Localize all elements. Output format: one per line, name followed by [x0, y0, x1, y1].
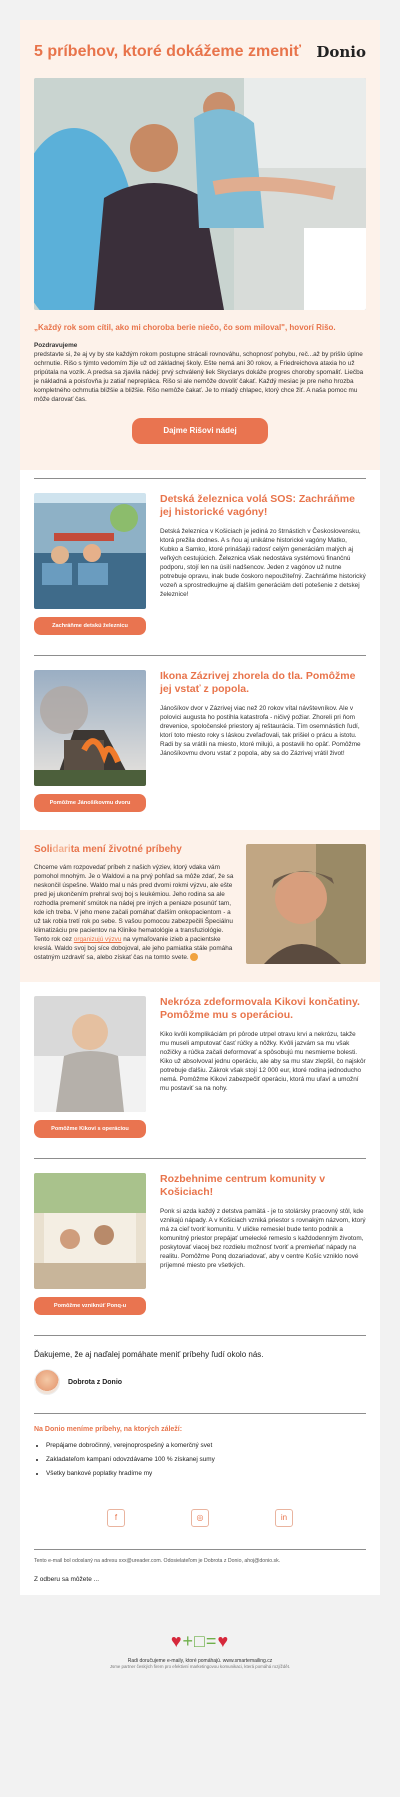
story-photo[interactable] [34, 1173, 146, 1289]
story-text: Jánošíkov dvor v Zázrivej viac než 20 rokov vítal návštevníkov. Ale v polovici augusta ho postihla katastrofa - ničivý požiar. Zhoreli pri ňom drevenice, spoločenské priestory aj reštaurácia. Tím osemnástich ľudí, ktorí toto miesto roky s láskou zveľaďovali, tak prišiel o prácu a istotu. Radi by sa vrátili na miesto, ktoré milujú, a postavili ho opäť. Pomôžme Jánošíkovmu dvoru vstať z popola, aby sa do Zázrivej vrátil život! [160, 705, 361, 757]
benefits-list [34, 1439, 366, 1481]
thanks-text: Ďakujeme, že aj naďalej pomáhate meniť príbehy ľudí okolo nás. [34, 1350, 264, 1359]
stories-section-2 [20, 982, 380, 1595]
signature-name: Dobrota z Donio [68, 1378, 123, 1386]
hero-greeting: Pozdravujeme [34, 342, 78, 349]
heart-icon [190, 953, 198, 961]
email-header [34, 32, 366, 72]
solidarity-text: Chceme vám rozpovedať príbeh z našich výziev, ktorý vdaka vám pomohol mnohým. Je o Waldovi a na prvý pohľad sa môže zdať, že sa neskončil úspešne. Waldo mal u nás pred dvomi rokmi výzvu, ale ešte pred jej ukončením prehral svoj boj s leukémiou. Jeho rodina sa ale rozhodla premeniť smútok na nádej pre iných a peniaze posunúť tam, kde ich treba. V jeho mene začali pomáhať ďalším onkopacientom - a už tak robia tretí rok po sebe. S vašou pomocou zabezpečili Špeciálnu klimatizáciu pre pacientov na Klinike hematológie a transfuziológie. Tento rok cez organizujú výzvu na vymaľovanie izieb a pacientske kreslá. Waldo svoj boj síce dobojoval, ale jeho pamiatka stále pomáha ostatným uzdraviť sa, alebo získať čas na tomto svete. [34, 864, 234, 961]
story-title: Detská železnica volá SOS: Zachráňme jej historické vagóny! [160, 493, 355, 518]
waldo-photo[interactable] [246, 844, 366, 964]
brand-line-1: Radi doručujeme e-maily, ktoré pomáhajú. www.smartemailing.cz [127, 1658, 273, 1664]
instagram-icon[interactable]: ◎ [191, 1509, 209, 1527]
benefit-item: • Všetky bankové poplatky hradíme my [46, 1467, 366, 1481]
benefit-item: • Zakladateľom kampaní odovzdávame 100 % získanej sumy [46, 1453, 366, 1467]
story-title: Nekróza zdeformovala Kikovi končatiny. Pomôžme mu s operáciou. [160, 996, 360, 1021]
story-card [34, 479, 366, 647]
story-photo[interactable] [34, 670, 146, 786]
hero-photo[interactable] [34, 78, 366, 310]
stories-section [20, 478, 380, 824]
story-card [34, 982, 366, 1150]
story-photo[interactable] [34, 493, 146, 609]
story-cta-button[interactable]: Pomôžme Kikovi s operáciou [34, 1120, 146, 1138]
story-text: Ponk si azda každý z detstva pamätá - je to stolársky pracovný stôl, kde vznikajú nápady. A v Košiciach vzniká priestor s rovnakým názvom, ktorý má za cieľ tvoriť komunitu. V uličke remesiel bude tento podnik a komunitný priestor prepájať umelecké remeslo s každodenným životom, poskytovať viacej bez rozdielu možnosť tvoriť a premieňať nápady na realitu. Pomôžme Ponq dozariadovať, aby v centre Košíc vzniklo nové príjemné miesto pre všetkých. [160, 1208, 366, 1269]
smartemailing-footer [0, 1595, 400, 1669]
footer-unsubscribe: Z odberu sa môžete ... [34, 1576, 100, 1583]
brand-line-2: Jsme partner českých firem pro efektivní marketingovou komunikaci, která pomáhá rozjíždět. [109, 1664, 291, 1669]
hero-section [20, 20, 380, 470]
benefit-item: • Prepájame dobročinný, verejnoprospešný a komerčný svet [46, 1439, 366, 1453]
ponq-photo [34, 1173, 146, 1289]
avatar [34, 1369, 60, 1395]
social-links [34, 1481, 366, 1541]
story-title: Ikona Zázrivej zhorela do tla. Pomôžme jej vstať z popola. [160, 670, 356, 695]
organize-link[interactable]: organizujú výzvu [73, 936, 122, 943]
email-container [20, 20, 380, 1595]
story-card [34, 656, 366, 824]
footer-sent-to: Tento e-mail bol odoslaný na adresu xxx@ureader.com. Odosielateľom je Dobrota z Donio, ahoj@donio.sk. [34, 1558, 281, 1564]
unsubscribe-link[interactable]: ... [93, 1576, 100, 1583]
facebook-icon[interactable]: f [107, 1509, 125, 1527]
hero-photo-illustration [34, 78, 366, 310]
smartemailing-logo-icon[interactable]: ♥+□=♥ [170, 1631, 230, 1651]
railway-photo [34, 493, 146, 609]
fire-photo [34, 670, 146, 786]
story-text: Kiko kvôli komplikáciám pri pôrode utrpel otravu krvi a nekrózu, takže mu museli amputovať časť rúčky a nôžky. Kvôli jazvám sa mu však nožičky a rúčka začali deformovať a spôsobujú mu nesmierne bolesti. Kiko už absolvoval jednu operáciu, ale aby sa mu stav zlepšil, čo najskôr potrebuje ďalšiu. Zákrok však stojí 12 000 eur, ktoré rodina jednoducho nemá. Pomôžme Kikovi zabezpečiť operáciu, ktorá mu uľaví a umožní mu postaviť sa na nohy. [160, 1031, 366, 1092]
hero-body: predstavte si, že aj vy by ste každým rokom postupne strácali rovnováhu, schopnosť pohybu, reč...až by prišlo úplne ochrnutie. Rišo s týmto vedomím žije už od základnej školy. Ešte nemá ani 30 rokov, a Friedreichova ataxia ho už pripútala na vozík. A predsa sa zjavila nádej: prvý schválený liek Skyclarys dokáže progres choroby spomaliť. Liečba je nákladná a poisťovňa ju zatiaľ neprepláca. Rišo si ale nemôže dovoliť čakať. Každý mesiac je pre neho hrozba kompletného ochrnutia bližšie a bližšie. Rišo nemôže čakať. Je to mladý chlapec, ktorý chce žiť. A naša pomoc mu môže darovať čas. [34, 351, 364, 403]
story-cta-button[interactable]: Pomôžme Jánošíkovmu dvoru [34, 794, 146, 812]
kiko-photo [34, 996, 146, 1112]
story-text: Detská železnica v Košiciach je jediná zo štrnástich v Československu, ktorá prežila dodnes. A s ňou aj unikátne historické vagóny Matko, Kubko a Samko, ktoré prinášajú radosť celým generáciám malých aj veľkých cestujúcich. Železnica však nedostáva systémovú finančnú podporu, stojí len na úsilí nadšencov. Jeden z vagónov už nutne potrebuje opravu, inak bude čoskoro nepoužiteľný. Zachráňme historický vozeň a sprostredkujme aj ďalším generáciám detí potešenie z detskej železnice! [160, 528, 366, 598]
waldo-photo-illustration [246, 844, 366, 964]
solidarity-section [20, 830, 380, 982]
story-cta-button[interactable]: Zachráňme detskú železnicu [34, 617, 146, 635]
story-title: Rozbehnime centrum komunity v Košiciach! [160, 1173, 326, 1198]
signature [34, 1369, 366, 1405]
story-photo[interactable] [34, 996, 146, 1112]
story-card [34, 1159, 366, 1327]
solidarity-title: Solidarita mení životné príbehy [34, 844, 182, 855]
hero-cta-button[interactable]: Dajme Rišovi nádej [132, 418, 268, 444]
linkedin-icon[interactable]: in [275, 1509, 293, 1527]
benefits-title: Na Donio meníme príbehy, na ktorých záleží: [34, 1426, 183, 1433]
hero-quote: „Každý rok som cítil, ako mi choroba berie niečo, čo som miloval", hovorí Rišo. [34, 323, 336, 332]
donio-logo[interactable]: Donio [316, 43, 366, 61]
story-cta-button[interactable]: Pomôžme vzniknúť Ponq-u [34, 1297, 146, 1315]
email-title: 5 príbehov, ktoré dokážeme zmeniť [34, 43, 301, 60]
